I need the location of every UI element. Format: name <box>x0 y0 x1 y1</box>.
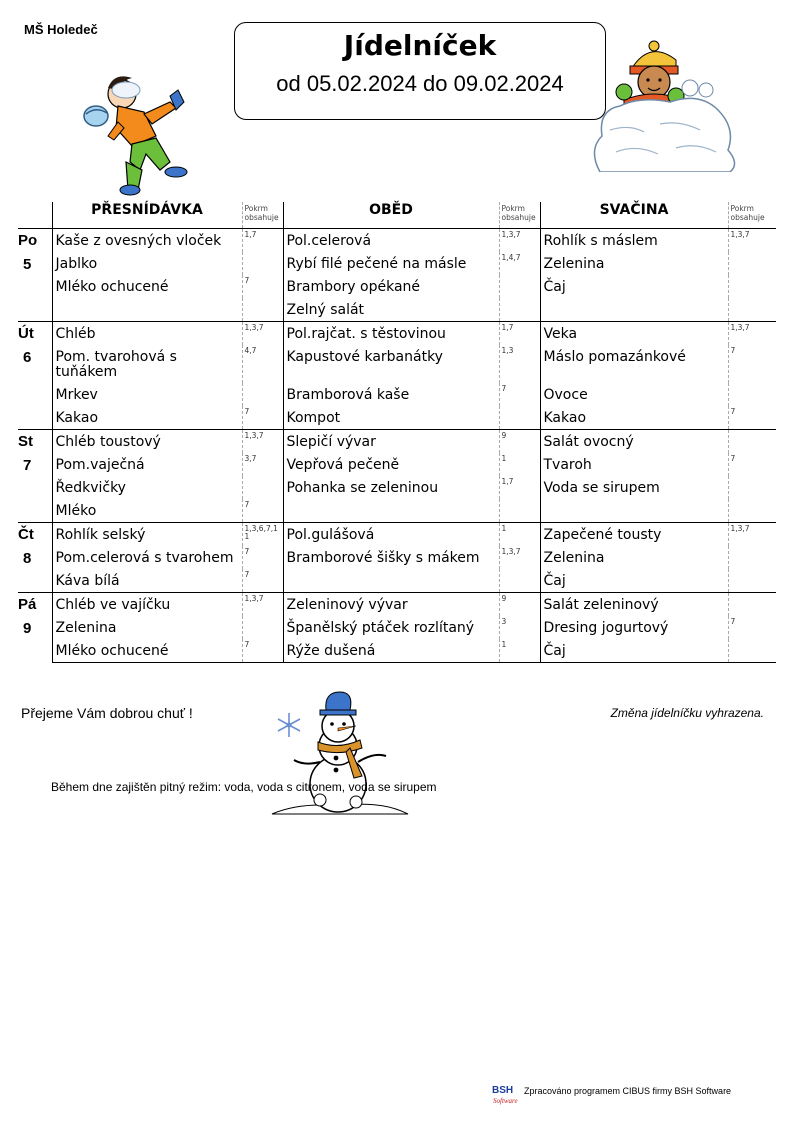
breakfast-item-cell <box>52 499 242 523</box>
page-title: Jídelníček <box>343 29 497 62</box>
snack-allergens: 7 <box>730 346 736 355</box>
breakfast-item: Kakao <box>55 410 99 426</box>
lunch-allergens: 3 <box>501 617 507 626</box>
breakfast-allergens: 1,7 <box>244 230 257 239</box>
day-header <box>18 202 52 229</box>
lunch-allergens-cell <box>499 406 540 430</box>
menu-body <box>18 229 776 663</box>
breakfast-allergens-cell <box>242 383 283 406</box>
menu-row <box>18 499 776 523</box>
breakfast-item-cell <box>52 275 242 298</box>
lunch-allergens: 7 <box>501 384 507 393</box>
snack-allergen-header: Pokrm obsahuje <box>728 202 776 229</box>
snack-item-cell <box>540 345 728 383</box>
day-abbr: Čt <box>18 526 34 543</box>
lunch-allergens-cell <box>499 453 540 476</box>
lunch-item-cell <box>283 639 499 663</box>
day-abbr: St <box>18 433 33 450</box>
breakfast-allergens-cell <box>242 523 283 547</box>
snowball-boy-icon <box>74 66 204 198</box>
snack-item: Ovoce <box>543 387 588 403</box>
breakfast-allergens-cell <box>242 406 283 430</box>
lunch-allergens-cell <box>499 383 540 406</box>
breakfast-allergens: 1,3,7 <box>244 431 264 440</box>
snack-item: Voda se sirupem <box>543 480 660 496</box>
menu-row <box>18 229 776 253</box>
snack-item: Dresing jogurtový <box>543 620 669 636</box>
snack-item-cell <box>540 298 728 322</box>
breakfast-allergens: 7 <box>244 640 250 649</box>
snack-allergens-cell <box>728 298 776 322</box>
menu-row <box>18 476 776 499</box>
snack-allergens-cell <box>728 406 776 430</box>
breakfast-item: Chléb <box>55 326 96 342</box>
snack-allergens: 7 <box>730 617 736 626</box>
menu-row <box>18 546 776 569</box>
breakfast-allergens: 4,7 <box>244 346 257 355</box>
table-header <box>18 202 776 229</box>
breakfast-allergens: 7 <box>244 570 250 579</box>
lunch-allergens: 1,7 <box>501 323 514 332</box>
day-number: 7 <box>23 457 32 474</box>
breakfast-allergens-cell <box>242 275 283 298</box>
snack-item-cell <box>540 569 728 593</box>
lunch-allergens-cell <box>499 252 540 275</box>
breakfast-item-cell <box>52 383 242 406</box>
lunch-item-cell <box>283 499 499 523</box>
lunch-item-cell <box>283 616 499 639</box>
lunch-item-cell <box>283 569 499 593</box>
menu-row <box>18 430 776 454</box>
snack-allergens-cell <box>728 453 776 476</box>
day-label <box>18 322 52 430</box>
lunch-item-cell <box>283 406 499 430</box>
breakfast-item: Jablko <box>55 256 98 272</box>
snack-allergens-cell <box>728 593 776 617</box>
snack-item <box>544 499 728 507</box>
snack-item-cell <box>540 275 728 298</box>
breakfast-item: Káva bílá <box>55 573 120 589</box>
lunch-item: Pohanka se zeleninou <box>286 480 439 496</box>
change-note: Změna jídelníčku vyhrazena. <box>610 706 764 720</box>
lunch-item-cell <box>283 383 499 406</box>
lunch-allergens: 1 <box>501 454 507 463</box>
breakfast-allergens-cell <box>242 430 283 454</box>
lunch-item-cell <box>283 252 499 275</box>
breakfast-allergens-cell <box>242 616 283 639</box>
breakfast-item: Ředkvičky <box>55 480 126 496</box>
day-number: 6 <box>23 349 32 366</box>
lunch-allergens-cell <box>499 322 540 346</box>
snack-item <box>544 298 728 306</box>
breakfast-allergens: 3,7 <box>244 454 257 463</box>
snack-allergens-cell <box>728 345 776 383</box>
lunch-item-cell <box>283 546 499 569</box>
breakfast-item-cell <box>52 229 242 253</box>
lunch-item: Rýže dušená <box>286 643 376 659</box>
snack-item: Zelenina <box>543 256 605 272</box>
wish-text: Přejeme Vám dobrou chuť ! <box>21 705 193 721</box>
logo-subtext: Software <box>493 1097 518 1105</box>
snow-fort-kid-icon <box>580 40 740 172</box>
lunch-item: Rybí filé pečené na másle <box>286 256 467 272</box>
snack-allergens-cell <box>728 229 776 253</box>
day-number: 8 <box>23 550 32 567</box>
breakfast-allergens-cell <box>242 345 283 383</box>
snack-item: Čaj <box>543 643 566 659</box>
breakfast-item-cell <box>52 593 242 617</box>
breakfast-item: Mléko ochucené <box>55 279 169 295</box>
day-abbr: Pá <box>18 596 37 613</box>
breakfast-allergens-cell <box>242 453 283 476</box>
snack-item-cell <box>540 322 728 346</box>
lunch-item: Pol.rajčat. s těstovinou <box>286 326 446 342</box>
lunch-item: Kapustové karbanátky <box>286 349 443 365</box>
snack-item: Rohlík s máslem <box>543 233 658 249</box>
lunch-item-cell <box>283 229 499 253</box>
menu-row <box>18 298 776 322</box>
snack-item-cell <box>540 523 728 547</box>
breakfast-allergens-cell <box>242 546 283 569</box>
menu-row <box>18 616 776 639</box>
menu-table <box>18 202 776 663</box>
breakfast-allergens: 7 <box>244 407 250 416</box>
snack-item: Salát ovocný <box>543 434 634 450</box>
lunch-item: Zelný salát <box>286 302 365 318</box>
bsh-software-logo <box>490 1082 520 1108</box>
snack-allergens-cell <box>728 523 776 547</box>
snack-item-cell <box>540 499 728 523</box>
lunch-item-cell <box>283 298 499 322</box>
breakfast-item-cell <box>52 430 242 454</box>
snack-allergens-cell <box>728 430 776 454</box>
breakfast-item: Pom.vaječná <box>55 457 145 473</box>
breakfast-header: PŘESNÍDÁVKA <box>52 202 242 229</box>
lunch-item <box>287 569 499 577</box>
menu-row <box>18 639 776 663</box>
breakfast-item-cell <box>52 476 242 499</box>
breakfast-item-cell <box>52 453 242 476</box>
menu-row <box>18 322 776 346</box>
breakfast-allergens-cell <box>242 298 283 322</box>
lunch-allergens: 1 <box>501 524 507 533</box>
lunch-item: Zeleninový vývar <box>286 597 408 613</box>
snack-item: Máslo pomazánkové <box>543 349 686 365</box>
breakfast-item-cell <box>52 616 242 639</box>
snack-allergens: 7 <box>730 407 736 416</box>
breakfast-allergens-cell <box>242 322 283 346</box>
snack-allergens-cell <box>728 499 776 523</box>
snack-item: Salát zeleninový <box>543 597 659 613</box>
breakfast-allergens: 1,3,7 <box>244 594 264 603</box>
lunch-allergens-cell <box>499 345 540 383</box>
lunch-allergens: 1,3,7 <box>501 547 521 556</box>
snack-allergens-cell <box>728 639 776 663</box>
menu-row <box>18 593 776 617</box>
snack-item-cell <box>540 430 728 454</box>
lunch-allergens-cell <box>499 639 540 663</box>
menu-row <box>18 523 776 547</box>
snack-item-cell <box>540 593 728 617</box>
lunch-allergens: 1,7 <box>501 477 514 486</box>
lunch-item-cell <box>283 345 499 383</box>
footer-credit: Zpracováno programem CIBUS firmy BSH Software <box>524 1086 732 1096</box>
snack-item: Čaj <box>543 279 566 295</box>
snack-item: Zelenina <box>543 550 605 566</box>
day-label <box>18 229 52 322</box>
breakfast-allergens: 1,3,7 <box>244 323 264 332</box>
lunch-allergen-header: Pokrm obsahuje <box>499 202 540 229</box>
day-number: 9 <box>23 620 32 637</box>
breakfast-item <box>56 298 242 306</box>
day-abbr: Po <box>18 232 38 249</box>
lunch-item-cell <box>283 275 499 298</box>
snack-allergens-cell <box>728 616 776 639</box>
breakfast-allergens-cell <box>242 639 283 663</box>
snack-allergens: 1,3,7 <box>730 323 750 332</box>
lunch-allergens-cell <box>499 229 540 253</box>
breakfast-allergen-header: Pokrm obsahuje <box>242 202 283 229</box>
menu-row <box>18 345 776 383</box>
breakfast-item: Rohlík selský <box>55 527 146 543</box>
lunch-header: OBĚD <box>283 202 499 229</box>
lunch-allergens-cell <box>499 593 540 617</box>
breakfast-item-cell <box>52 523 242 547</box>
breakfast-item: Pom. tvarohová s tuňákem <box>55 349 177 380</box>
snack-allergens: 1,3,7 <box>730 230 750 239</box>
snack-item-cell <box>540 406 728 430</box>
school-name: MŠ Holedeč <box>24 22 98 37</box>
lunch-allergens-cell <box>499 476 540 499</box>
lunch-allergens: 9 <box>501 594 507 603</box>
menu-row <box>18 406 776 430</box>
day-label <box>18 523 52 593</box>
lunch-allergens-cell <box>499 546 540 569</box>
lunch-item: Kompot <box>286 410 341 426</box>
lunch-allergens-cell <box>499 523 540 547</box>
menu-row <box>18 453 776 476</box>
snack-item-cell <box>540 616 728 639</box>
snack-item-cell <box>540 453 728 476</box>
lunch-allergens-cell <box>499 275 540 298</box>
lunch-item-cell <box>283 593 499 617</box>
snack-allergens: 7 <box>730 454 736 463</box>
breakfast-item-cell <box>52 322 242 346</box>
breakfast-allergens-cell <box>242 569 283 593</box>
lunch-item: Vepřová pečeně <box>286 457 400 473</box>
breakfast-item: Zelenina <box>55 620 117 636</box>
lunch-item: Bramborové šišky s mákem <box>286 550 480 566</box>
breakfast-allergens-cell <box>242 593 283 617</box>
breakfast-item-cell <box>52 569 242 593</box>
title-box <box>234 22 606 120</box>
snack-allergens-cell <box>728 275 776 298</box>
breakfast-item-cell <box>52 345 242 383</box>
breakfast-allergens-cell <box>242 229 283 253</box>
snack-allergens-cell <box>728 546 776 569</box>
breakfast-allergens-cell <box>242 476 283 499</box>
breakfast-item: Kaše z ovesných vloček <box>55 233 222 249</box>
logo-text: BSH <box>492 1085 514 1096</box>
snack-item: Kakao <box>543 410 587 426</box>
lunch-item-cell <box>283 322 499 346</box>
breakfast-allergens: 7 <box>244 276 250 285</box>
lunch-item: Bramborová kaše <box>286 387 410 403</box>
snack-allergens-cell <box>728 252 776 275</box>
day-number: 5 <box>23 256 32 273</box>
menu-row <box>18 252 776 275</box>
breakfast-item: Chléb toustový <box>55 434 161 450</box>
lunch-item: Slepičí vývar <box>286 434 376 450</box>
breakfast-allergens-cell <box>242 252 283 275</box>
lunch-allergens: 1,3,7 <box>501 230 521 239</box>
lunch-item: Pol.celerová <box>286 233 372 249</box>
lunch-item <box>287 499 499 507</box>
breakfast-item: Chléb ve vajíčku <box>55 597 171 613</box>
lunch-allergens-cell <box>499 430 540 454</box>
lunch-allergens: 1 <box>501 640 507 649</box>
snack-header: SVAČINA <box>540 202 728 229</box>
snack-item-cell <box>540 252 728 275</box>
breakfast-item: Mléko ochucené <box>55 643 169 659</box>
breakfast-item-cell <box>52 639 242 663</box>
menu-row <box>18 275 776 298</box>
lunch-item-cell <box>283 476 499 499</box>
snack-item-cell <box>540 546 728 569</box>
lunch-allergens: 9 <box>501 431 507 440</box>
snack-allergens-cell <box>728 476 776 499</box>
breakfast-allergens: 7 <box>244 500 250 509</box>
snack-allergens-cell <box>728 569 776 593</box>
snack-item: Čaj <box>543 573 566 589</box>
drinking-regime-note: Během dne zajištěn pitný režim: voda, voda s citronem, voda se sirupem <box>51 780 437 794</box>
breakfast-item-cell <box>52 298 242 322</box>
breakfast-allergens: 7 <box>244 547 250 556</box>
lunch-allergens: 1,3 <box>501 346 514 355</box>
lunch-item-cell <box>283 430 499 454</box>
breakfast-item: Mléko <box>55 503 97 519</box>
breakfast-allergens-cell <box>242 499 283 523</box>
snack-item: Veka <box>543 326 578 342</box>
lunch-item: Španělský ptáček rozlítaný <box>286 620 475 636</box>
snack-item-cell <box>540 229 728 253</box>
day-label <box>18 593 52 663</box>
snack-item-cell <box>540 476 728 499</box>
breakfast-item: Mrkev <box>55 387 98 403</box>
snack-allergens: 1,3,7 <box>730 524 750 533</box>
lunch-allergens-cell <box>499 298 540 322</box>
snack-item: Zapečené tousty <box>543 527 662 543</box>
lunch-item-cell <box>283 453 499 476</box>
snack-item: Tvaroh <box>543 457 592 473</box>
menu-row <box>18 569 776 593</box>
snack-allergens-cell <box>728 322 776 346</box>
breakfast-item-cell <box>52 406 242 430</box>
breakfast-item: Pom.celerová s tvarohem <box>55 550 234 566</box>
menu-row <box>18 383 776 406</box>
breakfast-item-cell <box>52 252 242 275</box>
breakfast-item-cell <box>52 546 242 569</box>
lunch-item: Brambory opékané <box>286 279 421 295</box>
lunch-allergens-cell <box>499 616 540 639</box>
snowman-icon <box>270 690 410 816</box>
lunch-item: Pol.gulášová <box>286 527 375 543</box>
menu-period: od 05.02.2024 do 09.02.2024 <box>276 71 564 96</box>
day-abbr: Út <box>18 325 34 342</box>
snack-item-cell <box>540 383 728 406</box>
day-label <box>18 430 52 523</box>
lunch-allergens-cell <box>499 499 540 523</box>
lunch-allergens: 1,4,7 <box>501 253 521 262</box>
snack-allergens-cell <box>728 383 776 406</box>
snack-item-cell <box>540 639 728 663</box>
breakfast-allergens: 1,3,6,7,1 1 <box>244 524 278 541</box>
lunch-item-cell <box>283 523 499 547</box>
lunch-allergens-cell <box>499 569 540 593</box>
